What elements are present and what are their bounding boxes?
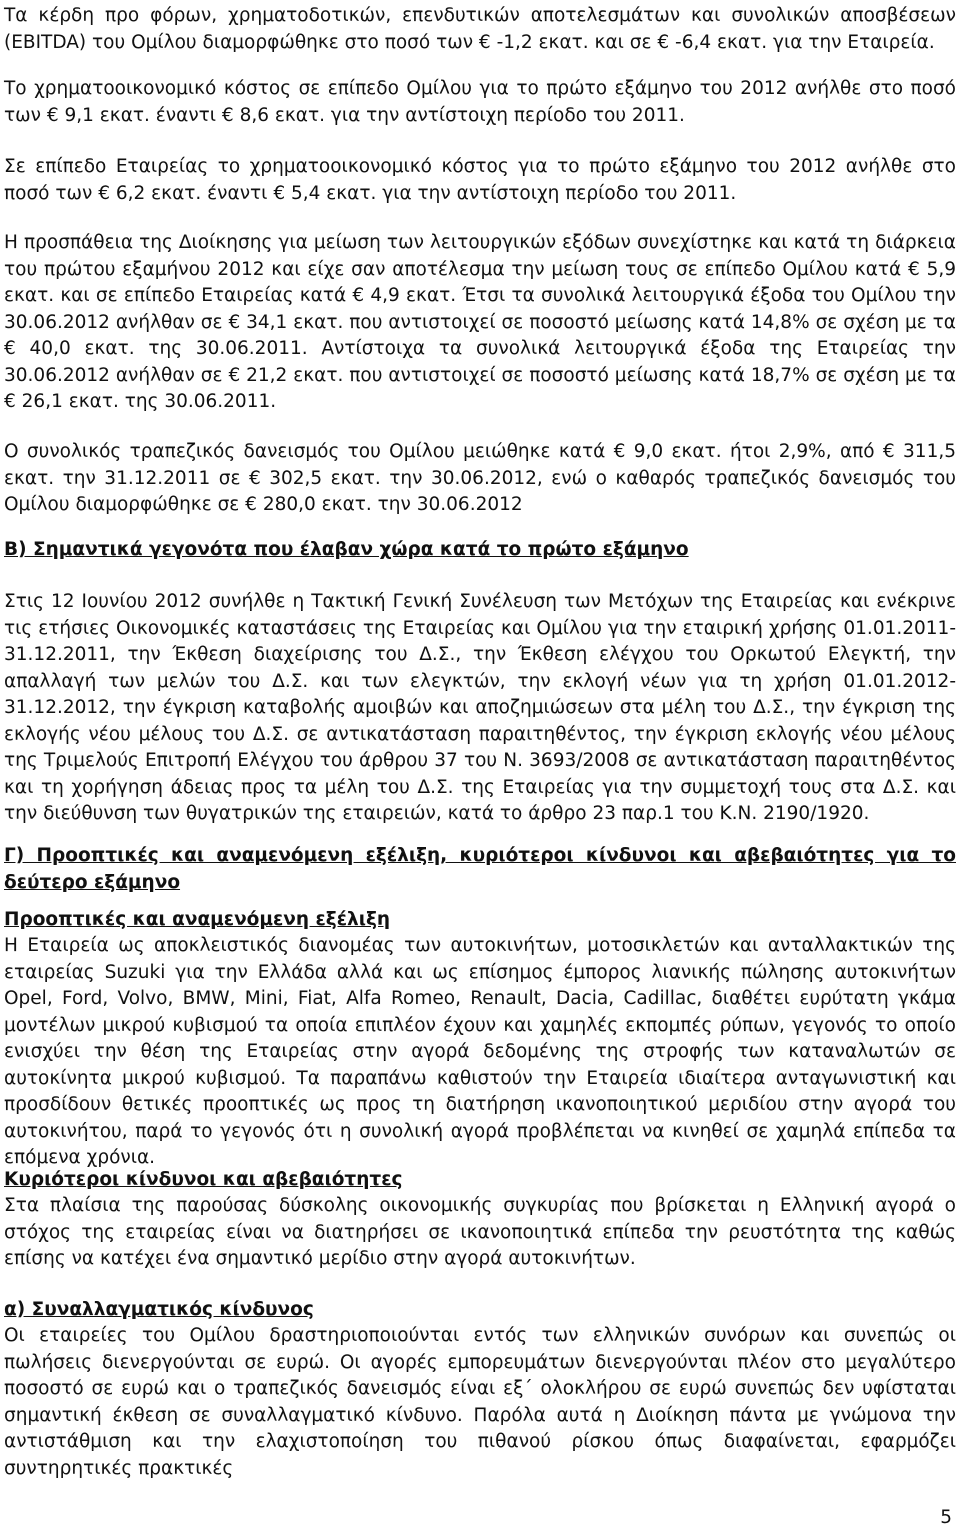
outlook-heading: Προοπτικές και αναμενόμενη εξέλιξη (4, 909, 391, 930)
outlook-paragraph: Η Εταιρεία ως αποκλειστικός διανομέας των αυτοκινήτων, μοτοσικλετών και ανταλλακτικών της εταιρείας Suzuki για την Ελλάδα αλλά και ως επίσημος έμπορος λιανικής πώλησης αυτοκινήτων Opel, Ford, Volvo, BMW, Mini, Fiat, Alfa Romeo, Renault, Dacia, Cadillac, διαθέτει ευρύτατη γκάμα μοντέλων μικρού κυβισμού τα οποία επιπλέον έχουν και χαμηλές εκπομπές ρύπων, γεγονός το οποίο ενισχύει την θέση της Εταιρείας στην αγορά δεδομένης της στροφής των καταναλωτών σε αυτοκίνητα μικρού κυβισμού. Τα παραπάνω καθιστούν την Εταιρεία ιδιαίτερα ανταγωνιστική και προσδίδουν θετικές προοπτικές ως προς τη διατήρηση ικανοποιητικού μεριδίου στην αγορά του αυτοκινήτου, παρά το γεγονός ότι η συνολική αγορά προβλέπεται να κινηθεί σε χαμηλά επίπεδα τα επόμενα χρόνια. (4, 935, 956, 1168)
group-finance-cost-paragraph: Το χρηματοοικονομικό κόστος σε επίπεδο Ομίλου για το πρώτο εξάμηνο του 2012 ανήλθε στο ποσό των € 9,1 εκατ. έναντι € 8,6 εκατ. για την αντίστοιχη περίοδο του 2011. (4, 78, 956, 126)
risks-paragraph: Στα πλαίσια της παρούσας δύσκολης οικονομικής συγκυρίας που βρίσκεται η Ελληνική αγορά ο στόχος της εταιρείας είναι να διατηρήσει σε ικανοποιητικά επίπεδα την ρευστότητα της καθώς επίσης να κατέχει ένα σημαντικό μερίδιο στην αγορά αυτοκινήτων. (4, 1195, 956, 1269)
ebitda-paragraph: Τα κέρδη προ φόρων, χρηματοδοτικών, επενδυτικών αποτελεσμάτων και συνολικών αποσβέσεων (EBITDA) του Ομίλου διαμορφώθηκε στο ποσό των € -1,2 εκατ. και σε € -6,4 εκατ. για την Εταιρεία. (4, 5, 956, 53)
agm-paragraph: Στις 12 Ιουνίου 2012 συνήλθε η Τακτική Γενική Συνέλευση των Μετόχων της Εταιρείας και ενέκρινε τις ετήσιες Οικονομικές καταστάσεις της Εταιρείας και Ομίλου για την εταιρική χρήσης 01.01.2011-31.12.2011, την Έκθεση διαχείρισης του Δ.Σ., την Έκθεση ελέγχου του Ορκωτού Ελεγκτή, την απαλλαγή των μελών του Δ.Σ. και των ελεγκτών, την εκλογή νέων για τη χρήση 01.01.2012-31.12.2012, την έγκριση καταβολής αμοιβών και αποζημιώσεων στα μέλη του Δ.Σ., την έγκριση της εκλογής νέου μέλους του Δ.Σ. σε αντικατάσταση παραιτηθέντος, την έγκριση εκλογής νέου μέλους της Τριμελούς Επιτροπή Ελέγχου του άρθρου 37 του Ν. 3693/2008 σε αντικατάσταση παραιτηθέντος και τη χορήγηση άδειας προς τα μέλη του Δ.Σ. της Εταιρείας για την συμμετοχή τους στα Δ.Σ. και την διεύθυνση των θυγατρικών της εταιρειών, κατά το άρθρο 23 παρ.1 του Κ.Ν. 2190/1920. (4, 591, 956, 824)
section-b-heading: Β) Σημαντικά γεγονότα που έλαβαν χώρα κατά το πρώτο εξάμηνο (4, 539, 689, 560)
bank-debt-paragraph: Ο συνολικός τραπεζικός δανεισμός του Ομίλου μειώθηκε κατά € 9,0 εκατ. ήτοι 2,9%, από € 311,5 εκατ. την 31.12.2011 σε € 302,5 εκατ. την 30.06.2012, ενώ ο καθαρός τραπεζικός δανεισμός του Ομίλου διαμορφώθηκε σε € 280,0 εκατ. την 30.06.2012 (4, 441, 956, 515)
operating-expenses-paragraph: Η προσπάθεια της Διοίκησης για μείωση των λειτουργικών εξόδων συνεχίστηκε και κατά τη διάρκεια του πρώτου εξαμήνου 2012 και είχε σαν αποτέλεσμα την μείωση τους σε επίπεδο Ομίλου κατά € 5,9 εκατ. και σε επίπεδο Εταιρείας κατά € 4,9 εκατ. Έτσι τα συνολικά λειτουργικά έξοδα του Ομίλου την 30.06.2012 ανήλθαν σε € 34,1 εκατ. που αντιστοιχεί σε ποσοστό μείωσης κατά 14,8% σε σχέση με τα € 40,0 εκατ. της 30.06.2011. Αντίστοιχα τα συνολικά λειτουργικά έξοδα της Εταιρείας την 30.06.2012 ανήλθαν σε € 21,2 εκατ. που αντιστοιχεί σε ποσοστό μείωσης κατά 18,7% σε σχέση με τα € 26,1 εκατ. της 30.06.2011. (4, 232, 956, 412)
section-c-heading: Γ) Προοπτικές και αναμενόμενη εξέλιξη, κυριότεροι κίνδυνοι και αβεβαιότητες για το δεύτερο εξάμηνο (4, 845, 956, 893)
fx-risk-paragraph: Οι εταιρείες του Ομίλου δραστηριοποιούνται εντός των ελληνικών συνόρων και συνεπώς οι πωλήσεις διενεργούνται σε ευρώ. Οι αγορές εμπορευμάτων διενεργούνται πλέον στο μεγαλύτερο ποσοστό σε ευρώ και ο τραπεζικός δανεισμός είναι εξ΄ ολοκλήρου σε ευρώ συνεπώς δεν υφίσταται σημαντική έκθεση σε συναλλαγματικό κίνδυνο. Παρόλα αυτά η Διοίκηση πάντα με γνώμονα την αντιστάθμιση και την ελαχιστοποίηση του πιθανού ρίσκου όπως διαφαίνεται, εφαρμόζει συντηρητικές πρακτικές (4, 1325, 956, 1479)
company-finance-cost-paragraph: Σε επίπεδο Εταιρείας το χρηματοοικονομικό κόστος για το πρώτο εξάμηνο του 2012 ανήλθε στο ποσό των € 6,2 εκατ. έναντι € 5,4 εκατ. για την αντίστοιχη περίοδο του 2011. (4, 156, 956, 204)
fx-risk-heading: α) Συναλλαγματικός κίνδυνος (4, 1299, 314, 1320)
risks-heading: Κυριότεροι κίνδυνοι και αβεβαιότητες (4, 1169, 403, 1190)
page-number: 5 (940, 1507, 952, 1528)
